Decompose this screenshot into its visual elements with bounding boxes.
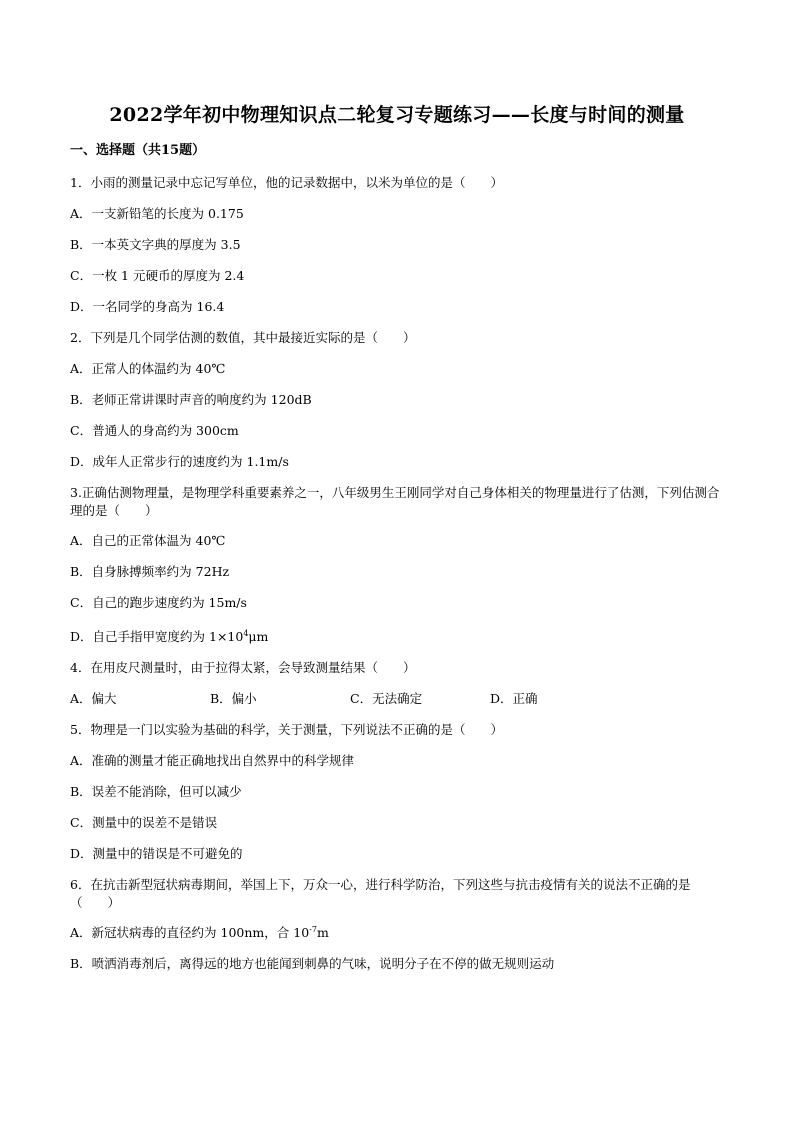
question-6-stem: 6．在抗击新型冠状病毒期间，举国上下，万众一心，进行科学防治，下列这些与抗击疫情有关的说法不正确的是（ ） [70, 877, 691, 910]
question-4-options [70, 690, 724, 708]
question-2-option-a: A．正常人的体温约为 40℃ [70, 361, 226, 376]
question-3-option-a: A．自己的正常体温为 40℃ [70, 533, 226, 548]
question-1-option-a: A．一支新铅笔的长度为 0.175 [70, 206, 244, 221]
question-1-stem: 1．小雨的测量记录中忘记写单位，他的记录数据中，以米为单位的是（ ） [70, 175, 503, 190]
question-2-option-c: C．普通人的身高约为 300cm [70, 423, 239, 438]
question-1-option-c: C．一枚 1 元硬币的厚度为 2.4 [70, 268, 245, 283]
question-5-stem: 5．物理是一门以实验为基础的科学，关于测量，下列说法不正确的是（ ） [70, 722, 503, 737]
question-1-option-b: B．一本英文字典的厚度为 3.5 [70, 237, 241, 252]
question-3-stem: 3.正确估测物理量，是物理学科重要素养之一，八年级男生王刚同学对自己身体相关的物理量进行了估测，下列估测合理的是（ ） [70, 485, 720, 518]
question-6-option-a-exponent: -7 [309, 924, 317, 934]
question-4-option-d: D．正确 [490, 691, 538, 706]
question-2-option-d: D．成年人正常步行的速度约为 1.1m/s [70, 454, 289, 469]
question-5-option-a: A．准确的测量才能正确地找出自然界中的科学规律 [70, 753, 355, 768]
document-title: 2022学年初中物理知识点二轮复习专题练习——长度与时间的测量 [109, 104, 685, 126]
question-6-option-a-text: A．新冠状病毒的直径约为 100nm，合 10 [70, 925, 310, 940]
question-6-option-a [70, 924, 724, 942]
question-5-option-c: C．测量中的误差不是错误 [70, 815, 218, 830]
question-3-option-b: B．自身脉搏频率约为 72Hz [70, 564, 230, 579]
question-4-stem: 4．在用皮尺测量时，由于拉得太紧，会导致测量结果（ ） [70, 660, 416, 675]
question-4-option-a: A．偏大 [70, 691, 117, 706]
question-5-option-b: B．误差不能消除，但可以减少 [70, 784, 242, 799]
question-3-option-c: C．自己的跑步速度约为 15m/s [70, 595, 247, 610]
question-5-option-d: D．测量中的错误是不可避免的 [70, 846, 243, 861]
question-2-option-b: B．老师正常讲课时声音的响度约为 120dB [70, 392, 312, 407]
question-1-option-d: D．一名同学的身高为 16.4 [70, 299, 225, 314]
question-4-option-c: C．无法确定 [350, 691, 423, 706]
question-3-option-d-unit: μm [248, 629, 269, 644]
section-heading: 一、选择题（共15题） [70, 143, 206, 158]
question-2-stem: 2．下列是几个同学估测的数值，其中最接近实际的是（ ） [70, 330, 416, 345]
question-3-option-d-exponent: 4 [243, 628, 249, 638]
question-4-option-b: B．偏小 [210, 691, 257, 706]
question-6-option-b: B．喷洒消毒剂后，离得远的地方也能闻到刺鼻的气味，说明分子在不停的做无规则运动 [70, 956, 555, 971]
question-3-option-d [70, 628, 724, 646]
question-6-option-a-unit: m [316, 925, 329, 940]
question-3-option-d-text: D．自己手指甲宽度约为 1×10 [70, 629, 244, 644]
